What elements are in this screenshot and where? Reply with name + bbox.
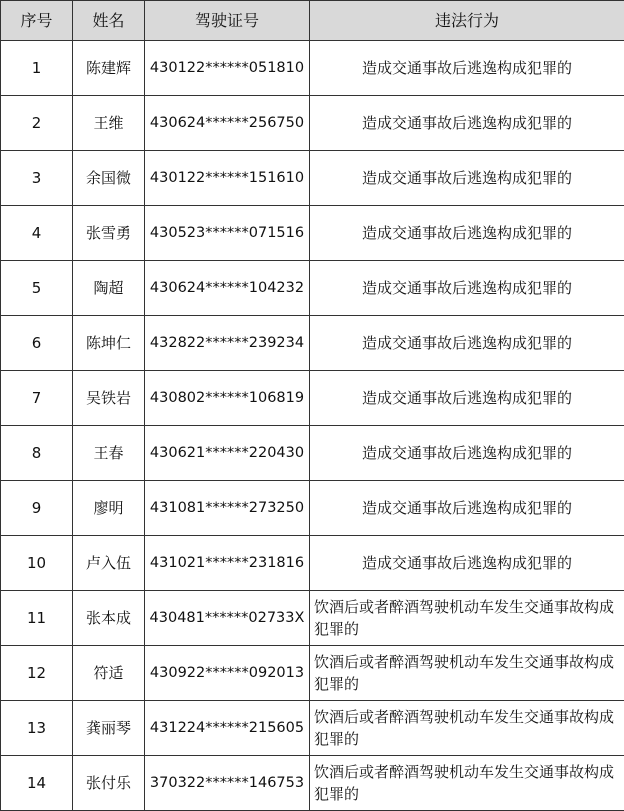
table-row <box>1 261 624 316</box>
cell-index: 12 <box>1 646 73 701</box>
cell-violation: 造成交通事故后逃逸构成犯罪的 <box>310 96 624 151</box>
table-row <box>1 316 624 371</box>
cell-violation: 饮酒后或者醉酒驾驶机动车发生交通事故构成犯罪的 <box>310 646 624 701</box>
cell-name: 陶超 <box>73 261 145 316</box>
cell-name: 王春 <box>73 426 145 481</box>
cell-license: 430523******071516 <box>145 206 310 261</box>
table-row <box>1 591 624 646</box>
header-violation: 违法行为 <box>310 1 624 41</box>
cell-violation: 造成交通事故后逃逸构成犯罪的 <box>310 151 624 206</box>
cell-violation: 造成交通事故后逃逸构成犯罪的 <box>310 536 624 591</box>
cell-license: 430624******256750 <box>145 96 310 151</box>
cell-index: 3 <box>1 151 73 206</box>
cell-license: 430802******106819 <box>145 371 310 426</box>
table-header <box>1 1 624 41</box>
cell-name: 余国微 <box>73 151 145 206</box>
cell-license: 430621******220430 <box>145 426 310 481</box>
cell-name: 张雪勇 <box>73 206 145 261</box>
cell-name: 符适 <box>73 646 145 701</box>
table-row <box>1 756 624 811</box>
cell-violation: 造成交通事故后逃逸构成犯罪的 <box>310 41 624 96</box>
table-row <box>1 426 624 481</box>
cell-name: 卢入伍 <box>73 536 145 591</box>
cell-index: 2 <box>1 96 73 151</box>
cell-license: 430624******104232 <box>145 261 310 316</box>
table-row <box>1 206 624 261</box>
cell-name: 张本成 <box>73 591 145 646</box>
cell-name: 龚丽琴 <box>73 701 145 756</box>
cell-license: 431021******231816 <box>145 536 310 591</box>
cell-violation: 造成交通事故后逃逸构成犯罪的 <box>310 206 624 261</box>
cell-index: 1 <box>1 41 73 96</box>
cell-violation: 造成交通事故后逃逸构成犯罪的 <box>310 426 624 481</box>
table-row <box>1 41 624 96</box>
cell-name: 陈坤仁 <box>73 316 145 371</box>
table-row <box>1 371 624 426</box>
cell-index: 10 <box>1 536 73 591</box>
cell-violation: 造成交通事故后逃逸构成犯罪的 <box>310 371 624 426</box>
table-row <box>1 151 624 206</box>
cell-violation: 饮酒后或者醉酒驾驶机动车发生交通事故构成犯罪的 <box>310 701 624 756</box>
cell-license: 430922******092013 <box>145 646 310 701</box>
cell-index: 11 <box>1 591 73 646</box>
cell-name: 张付乐 <box>73 756 145 811</box>
cell-name: 王维 <box>73 96 145 151</box>
cell-name: 廖明 <box>73 481 145 536</box>
table-body <box>1 41 624 811</box>
cell-violation: 造成交通事故后逃逸构成犯罪的 <box>310 316 624 371</box>
cell-violation: 造成交通事故后逃逸构成犯罪的 <box>310 481 624 536</box>
table-row <box>1 536 624 591</box>
cell-violation: 造成交通事故后逃逸构成犯罪的 <box>310 261 624 316</box>
cell-index: 5 <box>1 261 73 316</box>
cell-index: 6 <box>1 316 73 371</box>
cell-index: 14 <box>1 756 73 811</box>
cell-index: 4 <box>1 206 73 261</box>
header-name: 姓名 <box>73 1 145 41</box>
cell-index: 9 <box>1 481 73 536</box>
table-row <box>1 646 624 701</box>
header-index: 序号 <box>1 1 73 41</box>
cell-violation: 饮酒后或者醉酒驾驶机动车发生交通事故构成犯罪的 <box>310 756 624 811</box>
cell-license: 431081******273250 <box>145 481 310 536</box>
cell-license: 431224******215605 <box>145 701 310 756</box>
cell-license: 430481******02733X <box>145 591 310 646</box>
cell-license: 370322******146753 <box>145 756 310 811</box>
cell-violation: 饮酒后或者醉酒驾驶机动车发生交通事故构成犯罪的 <box>310 591 624 646</box>
cell-name: 吴铁岩 <box>73 371 145 426</box>
cell-index: 13 <box>1 701 73 756</box>
cell-name: 陈建辉 <box>73 41 145 96</box>
header-license: 驾驶证号 <box>145 1 310 41</box>
cell-license: 430122******051810 <box>145 41 310 96</box>
table-row <box>1 701 624 756</box>
header-row <box>1 1 624 41</box>
table-row <box>1 96 624 151</box>
cell-index: 7 <box>1 371 73 426</box>
cell-license: 432822******239234 <box>145 316 310 371</box>
cell-license: 430122******151610 <box>145 151 310 206</box>
table-row <box>1 481 624 536</box>
cell-index: 8 <box>1 426 73 481</box>
